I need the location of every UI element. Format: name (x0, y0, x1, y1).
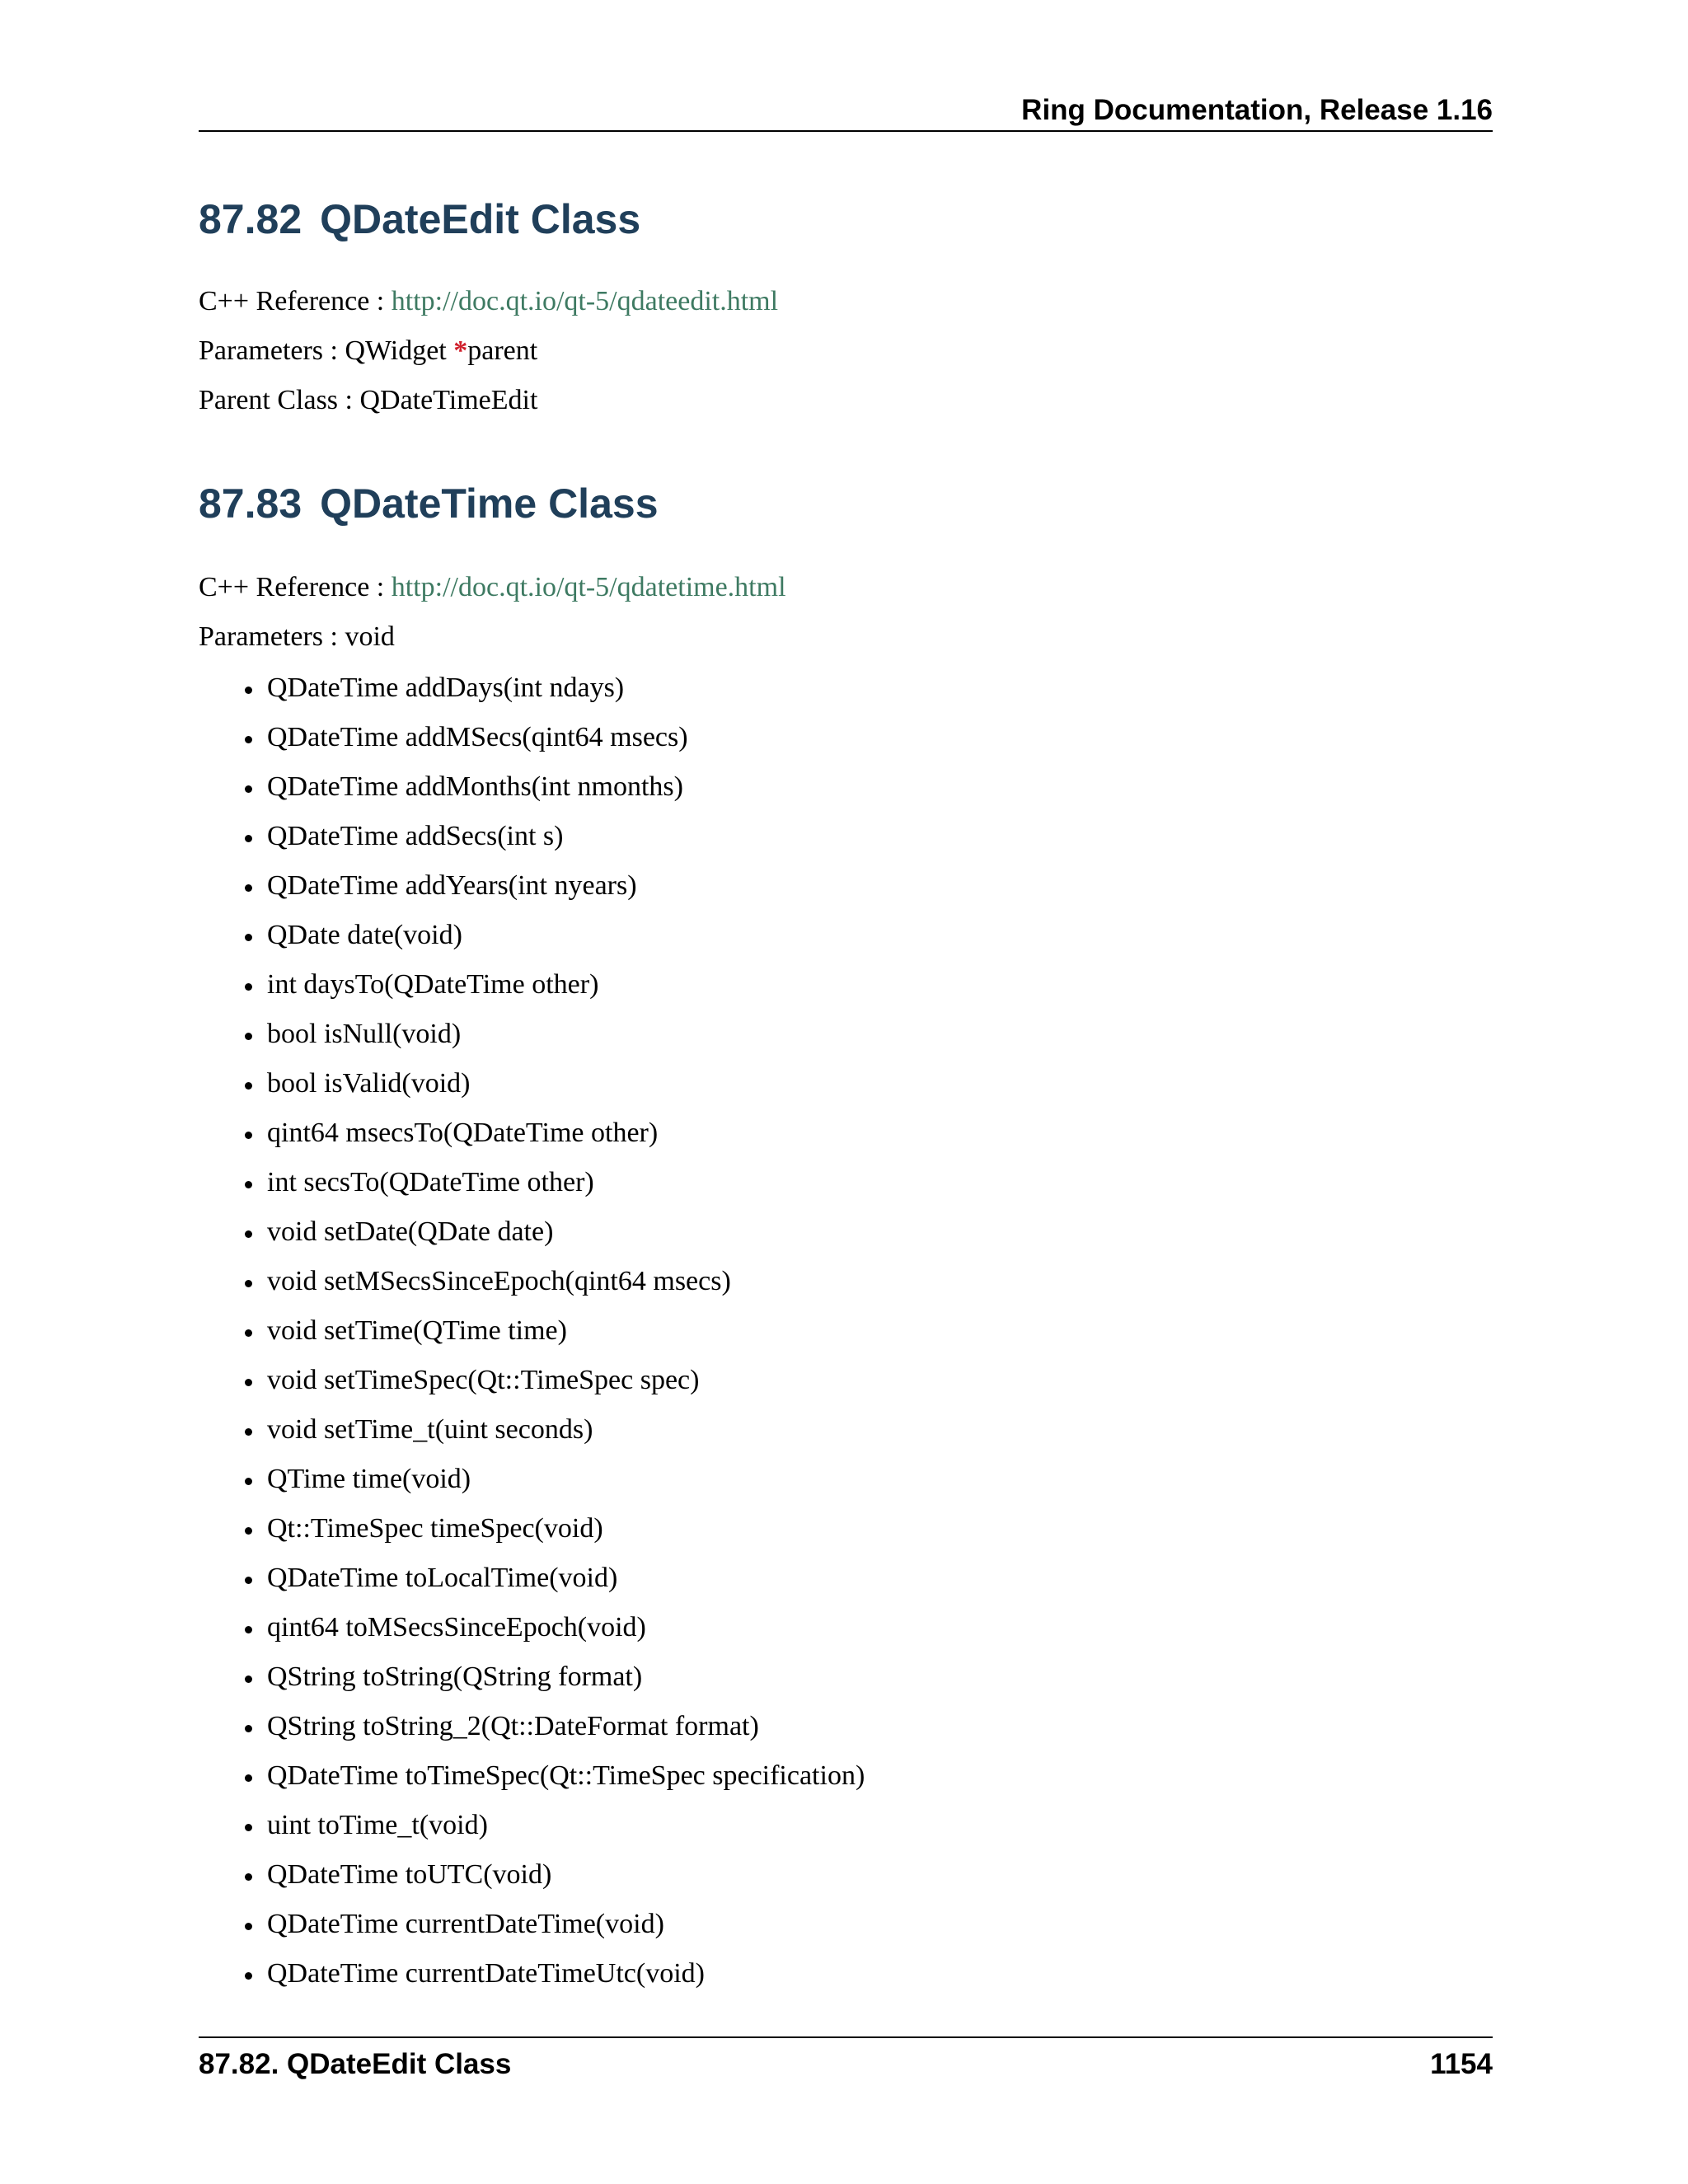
list-item: uint toTime_t(void) (245, 1807, 865, 1857)
cpp-reference-qdateedit (199, 284, 778, 320)
cpp-reference-qdatetime (199, 569, 786, 606)
method-list (245, 670, 865, 2005)
list-item: QDateTime addMonths(int nmonths) (245, 769, 865, 818)
section-title: QDateTime Class (320, 480, 659, 527)
footer-section-title: 87.82. QDateEdit Class (199, 2048, 512, 2080)
list-item: QDate date(void) (245, 917, 865, 967)
list-item: QDateTime toLocalTime(void) (245, 1560, 865, 1610)
list-item: bool isNull(void) (245, 1016, 865, 1066)
list-item: void setMSecsSinceEpoch(qint64 msecs) (245, 1263, 865, 1313)
cpp-reference-link[interactable]: http://doc.qt.io/qt-5/qdatetime.html (391, 572, 786, 602)
section-heading-qdatetime (199, 479, 659, 528)
list-item: QDateTime addYears(int nyears) (245, 868, 865, 917)
list-item: QDateTime toUTC(void) (245, 1857, 865, 1906)
list-item: QString toString_2(Qt::DateFormat format) (245, 1708, 865, 1758)
section-title: QDateEdit Class (320, 196, 641, 242)
parameters-name: parent (467, 335, 538, 366)
list-item: int secsTo(QDateTime other) (245, 1165, 865, 1214)
page-header (199, 91, 1493, 132)
page-footer (199, 2036, 1493, 2084)
parent-class-qdateedit: Parent Class : QDateTimeEdit (199, 385, 538, 415)
list-item: QDateTime addDays(int ndays) (245, 670, 865, 719)
list-item: bool isValid(void) (245, 1066, 865, 1115)
list-item: qint64 toMSecsSinceEpoch(void) (245, 1610, 865, 1659)
document-title: Ring Documentation, Release 1.16 (1021, 94, 1493, 126)
list-item: void setDate(QDate date) (245, 1214, 865, 1263)
list-item: void setTimeSpec(Qt::TimeSpec spec) (245, 1362, 865, 1412)
list-item: QDateTime addSecs(int s) (245, 818, 865, 868)
pointer-star: * (453, 335, 468, 366)
list-item: void setTime_t(uint seconds) (245, 1412, 865, 1461)
list-item: Qt::TimeSpec timeSpec(void) (245, 1511, 865, 1560)
section-heading-qdateedit (199, 194, 640, 244)
list-item: QDateTime addMSecs(qint64 msecs) (245, 719, 865, 769)
list-item: QDateTime currentDateTimeUtc(void) (245, 1956, 865, 2005)
cpp-reference-label: C++ Reference : (199, 572, 392, 602)
parameters-qdateedit (199, 333, 537, 369)
list-item: QString toString(QString format) (245, 1659, 865, 1708)
parameters-label: Parameters : QWidget (199, 335, 454, 366)
list-item: QDateTime toTimeSpec(Qt::TimeSpec specification) (245, 1758, 865, 1807)
list-item: qint64 msecsTo(QDateTime other) (245, 1115, 865, 1165)
list-item: QDateTime currentDateTime(void) (245, 1906, 865, 1956)
list-item: QTime time(void) (245, 1461, 865, 1511)
section-number: 87.83 (199, 480, 302, 527)
list-item: void setTime(QTime time) (245, 1313, 865, 1362)
parameters-qdatetime: Parameters : void (199, 621, 395, 652)
page-number: 1154 (1430, 2048, 1493, 2080)
cpp-reference-link[interactable]: http://doc.qt.io/qt-5/qdateedit.html (391, 286, 779, 316)
list-item: int daysTo(QDateTime other) (245, 967, 865, 1016)
cpp-reference-label: C++ Reference : (199, 286, 392, 316)
section-number: 87.82 (199, 196, 302, 242)
